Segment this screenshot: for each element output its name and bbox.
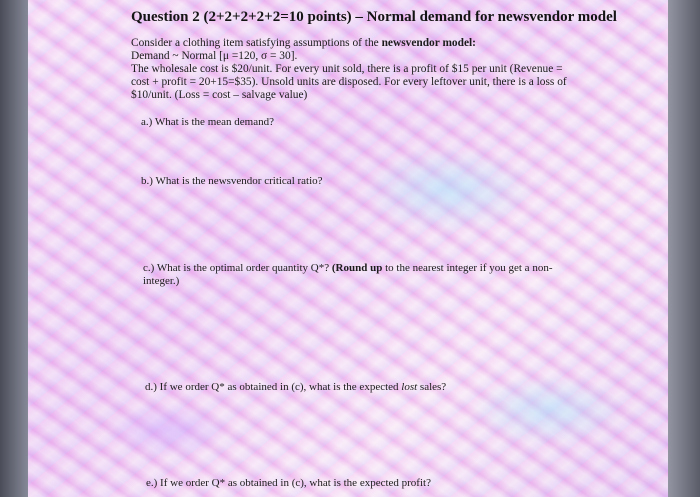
intro-line-3: The wholesale cost is $20/unit. For every unit sold, there is a profit of $15 per unit (Revenue =	[131, 63, 563, 75]
part-d-lost: lost	[401, 381, 418, 393]
intro-model-name: newsvendor model:	[381, 37, 476, 49]
photo-edge-right	[664, 0, 700, 497]
intro-line-1	[131, 37, 581, 50]
part-d	[145, 381, 446, 394]
part-e: e.) If we order Q* as obtained in (c), what is the expected profit?	[146, 477, 431, 489]
part-c-tail: to the nearest integer if you get a non-	[382, 262, 553, 274]
part-c-tail-2: integer.)	[143, 275, 180, 287]
paper-sheet	[28, 0, 668, 497]
intro-line-5: $10/unit. (Loss = cost – salvage value)	[131, 89, 308, 101]
question-intro	[131, 37, 581, 102]
part-d-lead: d.) If we order Q* as obtained in (c), what is the expected	[145, 381, 402, 393]
part-c	[143, 262, 573, 288]
part-c-round-up: (Round up	[331, 262, 383, 274]
intro-line-2: Demand ~ Normal [μ =120, σ = 30].	[131, 50, 298, 62]
question-title: Question 2 (2+2+2+2+2=10 points) – Normal demand for newsvendor model	[131, 9, 617, 25]
part-d-tail: sales?	[417, 381, 447, 393]
intro-line-4: cost + profit = 20+15=$35). Unsold units are disposed. For every leftover unit, there is a loss of	[131, 76, 567, 88]
part-a: a.) What is the mean demand?	[141, 116, 274, 128]
intro-line-1-text: Consider a clothing item satisfying assumptions of the	[131, 37, 382, 49]
photo-edge-left	[0, 0, 30, 497]
part-b: b.) What is the newsvendor critical ratio?	[141, 175, 323, 187]
part-c-lead: c.) What is the optimal order quantity Q*?	[143, 262, 332, 274]
